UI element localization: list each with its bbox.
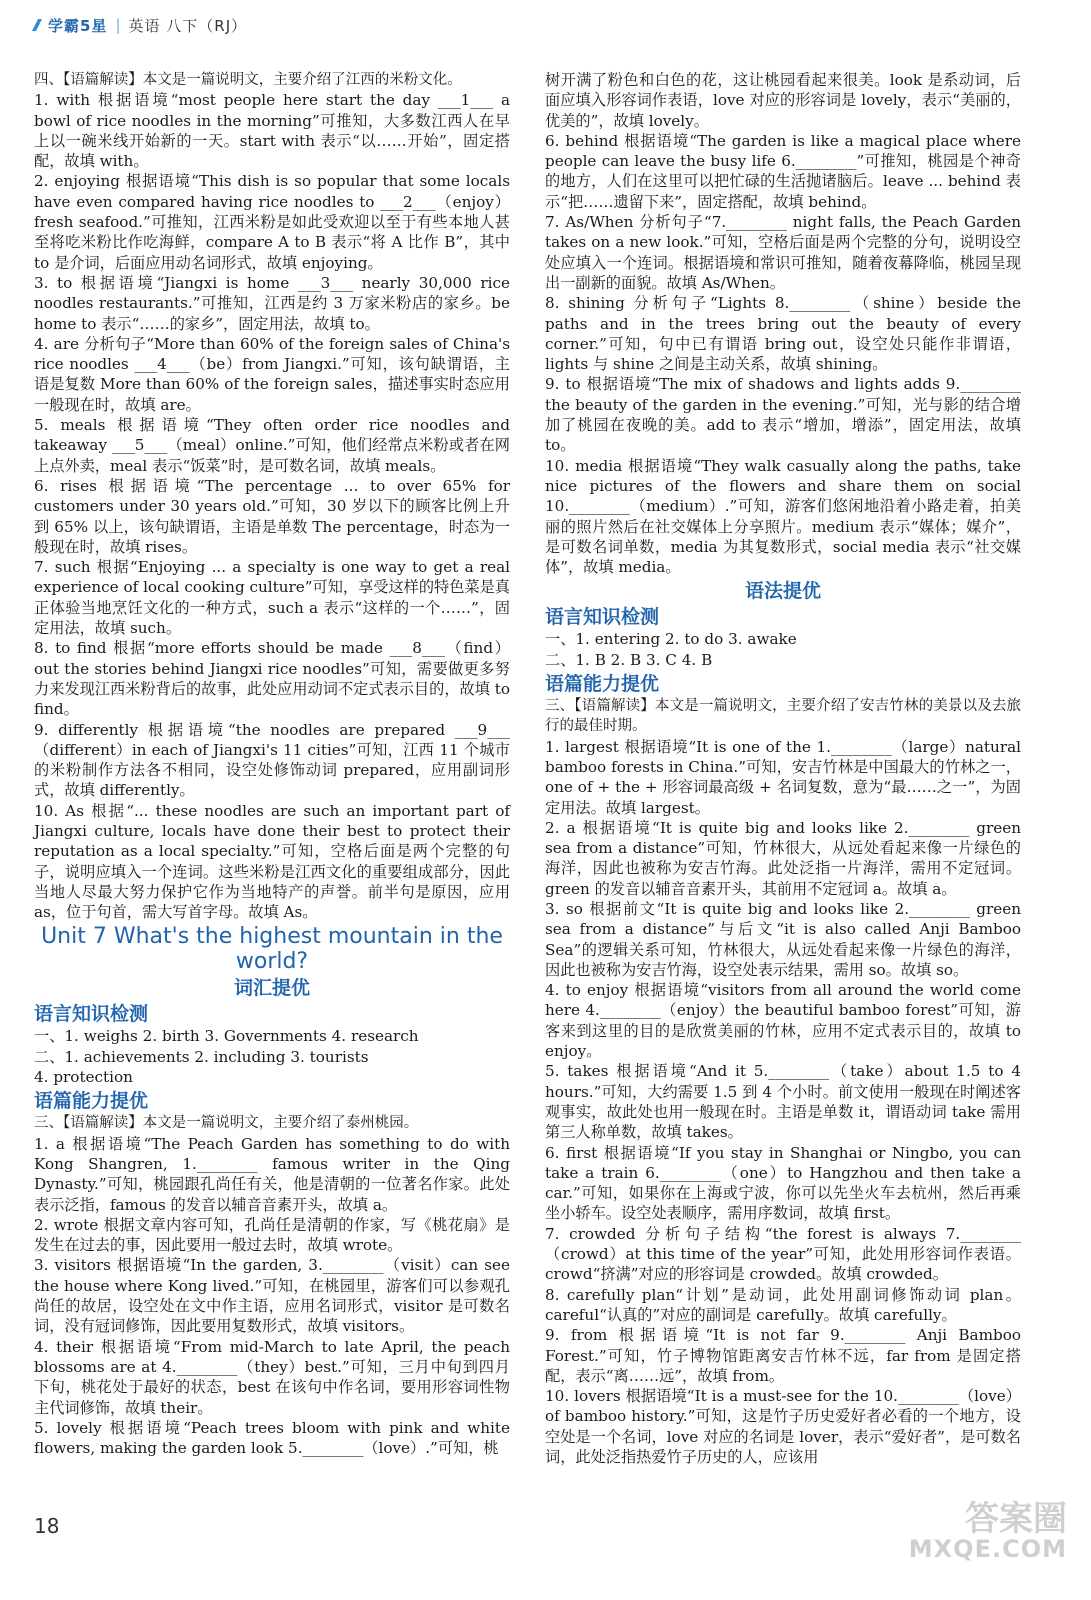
answer-item: 7. As/When 分析句子“7.________ night falls, the Peach Garden takes on a new look.”可知，空格后面是两个完整的分句，说明设空处应填入一个连词。根据语境和常识可推知，随着夜幕降临，桃园呈现出一副新的面貌。故填 As/When。 — [545, 213, 1021, 292]
subsection-title-reading: 语篇能力提优 — [34, 1090, 149, 1113]
answer-item: 二、1. B 2. B 3. C 4. B — [545, 650, 713, 669]
answer-item: 二、1. achievements 2. including 3. tourists — [34, 1047, 369, 1066]
answer-item: 7. such 根据“Enjoying ... a specialty is one way to get a real experience of local cooking culture”可知，享受这样的特色菜是真正体验当地烹饪文化的一种方式，such a 表示“这样的一个……”，固定用法，故填 such。 — [34, 558, 510, 638]
passage-note: 三、【语篇解读】本文是一篇说明文，主要介绍了安吉竹林的美景以及去旅行的最佳时期。 — [545, 698, 1021, 735]
answer-item: 9. differently 根据语境“the noodles are prepared ___9___（different）in each of Jiangxi's 11 cities”可知，江西 11 个城市的米粉制作方法各不相同，设空处修饰动词 prepared，应用副词形式，故填 differently。 — [34, 720, 510, 800]
section-title-vocab: 词汇提优 — [233, 977, 310, 1000]
header-separator: | — [115, 16, 121, 34]
watermark-line1: 答案圈 — [965, 1499, 1067, 1539]
answer-item: 6. first 根据语境“If you stay in Shanghai or Ningbo, you can take a train 6.________（one）to Hangzhou and then take a car.”可知，如果你在上海或宁波，你可以先坐火车去杭州，然后再乘坐小轿车。设空处表顺序，需用序数词，故填 first。 — [545, 1143, 1021, 1223]
watermark — [908, 1499, 1067, 1563]
answer-item: 2. enjoying 根据语境“This dish is so popular that some locals have even compared having rice noodles to ___2___（enjoy）fresh seafood.”可推知，江西米粉是如此受欢迎以至于有些本地人甚至将吃米粉比作吃海鲜，compare A to B 表示“将 A 比作 B”，其中 to 是介词，后面应用动名词形式，故填 enjoying。 — [34, 172, 510, 272]
brand-logo-icon — [30, 17, 44, 33]
answer-item: 4. protection — [34, 1068, 133, 1087]
answer-item: 4. to enjoy 根据语境“visitors from all around the world come here 4.________（enjoy）the beautiful bamboo forest”可知，游客来到这里的目的是欣赏美丽的竹林，应用不定式表示目的，故填 to enjoy。 — [545, 981, 1021, 1061]
page-header — [30, 8, 1060, 42]
answer-item: 10. As 根据“... these noodles are such an important part of Jiangxi culture, locals have done their best to protect their reputation as a local specialty.”可知，空格后面是两个完整的句子，说明应填入一个连词。这些米粉是江西文化的重要组成部分，因此当地人尽最大努力保护它作为当地特产的声誉。前半句是原因，应用 as，位于句首，需大写首字母。故填 As。 — [34, 801, 510, 922]
answer-item: 8. to find 根据“more efforts should be made ___8___（find）out the stories behind Jiangxi rice noodles”可知，需要做更多努力来发现江西米粉背后的故事，此处应用动词不定式表示目的，故填 to find。 — [34, 639, 510, 719]
answer-item: 4. are 分析句子“More than 60% of the foreign sales of China's rice noodles ___4___（be）from Jiangxi.”可知，该句缺谓语，主语是复数 More than 60% of the foreign sales，描述事实时态应用一般现在时，故填 are。 — [34, 334, 510, 414]
answer-item: 6. behind 根据语境“The garden is like a magical place where people can leave the busy life 6.________”可推知，桃园是个神奇的地方，人们在这里可以把忙碌的生活抛诸脑后。leave ... behind 表示“把……遗留下来”，固定搭配，故填 behind。 — [545, 131, 1021, 211]
answer-item: 9. to 根据语境“The mix of shadows and lights adds 9.________ the beauty of the garden in the evening.”可知，光与影的结合增加了桃园在夜晚的美。add to 表示“增加，增添”，固定用法，故填 to。 — [545, 375, 1021, 455]
answer-item: 1. largest 根据语境“It is one of the 1.________（large）natural bamboo forests in China.”可知，安吉竹林是中国最大的竹林之一，one of + the + 形容词最高级 + 名词复数，意为“最……之一”，为固定用法。故填 largest。 — [545, 737, 1021, 817]
watermark-line2: MXQE.COM — [908, 1535, 1067, 1563]
answer-item: 1. with 根据语境“most people here start the day ___1___ a bowl of rice noodles in the morning”可推知，大多数江西人在早上以一碗米线开始新的一天。start with 表示“以……开始”，固定搭配，故填 with。 — [34, 91, 510, 171]
answer-item: 5. lovely 根据语境“Peach trees bloom with pink and white flowers, making the garden look 5.________（love）.”可知，桃 — [34, 1418, 510, 1458]
book-info: 英语 八下（RJ） — [128, 16, 248, 35]
answer-item: 5. meals 根据语境“They often order rice noodles and takeaway ___5___（meal）online.”可知，他们经常点米粉或者在网上点外卖，meal 表示“饭菜”时，是可数名词，故填 meals。 — [34, 416, 510, 475]
answer-item: 8. shining 分析句子“Lights 8.________（shine）beside the paths and in the trees bring out the beauty of every corner.”可知，句中已有谓语 bring out，设空处只能作非谓语，lights 与 shine 之间是主动关系，故填 shining。 — [545, 294, 1021, 374]
subsection-title-check: 语言知识检测 — [34, 1003, 149, 1026]
answer-item: 6. rises 根据语境“The percentage ... to over 65% for customers under 30 years old.”可知，30 岁以下的顾客比例上升到 65% 以上，该句缺谓语，主语是单数 The percentage，时态为一般现在时，故填 rises。 — [34, 476, 510, 556]
unit-title: Unit 7 What's the highest mountain in the world? — [41, 924, 503, 975]
answer-item: 7. crowded 分析句子结构“the forest is always 7.________（crowd）at this time of the year”可知，此处用形容词作表语。crowd“挤满”对应的形容词是 crowded。故填 crowded。 — [545, 1224, 1021, 1284]
right-column — [545, 70, 1021, 1467]
passage-note: 四、【语篇解读】本文是一篇说明文，主要介绍了江西的米粉文化。 — [34, 72, 462, 88]
answer-item: 1. a 根据语境“The Peach Garden has something to do with Kong Shangren, 1.________ famous writer in the Qing Dynasty.”可知，桃园跟孔尚任有关，他是清朝的一位著名作家。此处表示泛指，famous 的发音以辅音音素开头，故填 a。 — [34, 1134, 510, 1214]
page-number: 18 — [34, 1514, 60, 1538]
answer-item: 2. wrote 根据文章内容可知，孔尚任是清朝的作家，写《桃花扇》是发生在过去的事，因此要用一般过去时，故填 wrote。 — [34, 1215, 510, 1255]
answer-item: 10. lovers 根据语境“It is a must-see for the 10.________（love）of bamboo history.”可知，这是竹子历史爱好者必看的一个地方，设空处是一个名词，love 对应的名词是 lover，表示“爱好者”，是可数名词，此处泛指热爱竹子历史的人，应该用 — [545, 1387, 1021, 1466]
answer-item: 10. media 根据语境“They walk casually along the paths, take nice pictures of the flowers and share them on social 10.________（medium）.”可知，游客们悠闲地沿着小路走着，拍美丽的照片然后在社交媒体上分享照片。medium 表示“媒体；媒介”，是可数名词单数，media 为其复数形式，social media 表示“社交媒体”，故填 media。 — [545, 456, 1021, 577]
answer-item: 3. so 根据前文“It is quite big and looks like 2.________ green sea from a distance”与后文“it is also called Anji Bamboo Sea”的逻辑关系可知，竹林很大，从远处看起来像一片绿色的海洋，因此也被称为安吉竹海，设空处表示结果，需用 so。故填 so。 — [545, 899, 1021, 979]
answer-item: 4. their 根据语境“From mid-March to late April, the peach blossoms are at 4.________（they）best.”可知，三月中旬到四月下旬，桃花处于最好的状态，best 在该句中作名词，要用形容词性物主代词修饰，故填 their。 — [34, 1337, 510, 1417]
answer-item: 9. from 根据语境“It is not far 9.________ Anji Bamboo Forest.”可知，竹子博物馆距离安吉竹林不远，far from 是固定搭配，表示“离……远”，故填 from。 — [545, 1326, 1021, 1385]
passage-note: 三、【语篇解读】本文是一篇说明文，主要介绍了泰州桃园。 — [34, 1115, 419, 1132]
answer-item: 2. a 根据语境“It is quite big and looks like 2.________ green sea from a distance”可知，竹林很大，从远处看起来像一片绿色的海洋，因此也被称为安吉竹海。此处泛指一片海洋，需用不定冠词。green 的发音以辅音音素开头，其前用不定冠词 a。故填 a。 — [545, 818, 1021, 898]
subsection-title-check: 语言知识检测 — [545, 606, 660, 629]
answer-item: 一、1. weighs 2. birth 3. Governments 4. research — [34, 1027, 419, 1046]
brand-name: 学霸5星 — [48, 16, 108, 35]
answer-item: 3. to 根据语境“Jiangxi is home ___3___ nearly 30,000 rice noodles restaurants.”可推知，江西是约 3 万家米粉店的家乡。be home to 表示“……的家乡”，固定用法，故填 to。 — [34, 273, 510, 333]
answer-item: 5. takes 根据语境“And it 5.________（take）about 1.5 to 4 hours.”可知，大约需要 1.5 到 4 个小时。前文使用一般现在时阐述客观事实，故此处也用一般现在时。主语是单数 it，谓语动词 take 需用第三人称单数，故填 takes。 — [545, 1062, 1021, 1142]
answer-item: 3. visitors 根据语境“In the garden, 3.________（visit）can see the house where Kong lived.”可知，在桃园里，游客们可以参观孔尚任的故居，设空处在文中作主语，应用名词形式，visitor 是可数名词，没有冠词修饰，因此要用复数形式，故填 visitors。 — [34, 1256, 510, 1336]
left-column — [34, 70, 510, 1458]
subsection-title-reading: 语篇能力提优 — [545, 673, 660, 696]
answer-item: 树开满了粉色和白色的花，这让桃园看起来很美。look 是系动词，后面应填入形容词作表语，love 对应的形容词是 lovely，表示“美丽的，优美的”，故填 lovely。 — [545, 71, 1021, 130]
section-title-grammar: 语法提优 — [744, 580, 821, 603]
answer-item: 8. carefully plan“计划”是动词，此处用副词修饰动词 plan。careful“认真的”对应的副词是 carefully。故填 carefully。 — [545, 1285, 1021, 1324]
answer-item: 一、1. entering 2. to do 3. awake — [545, 630, 797, 649]
